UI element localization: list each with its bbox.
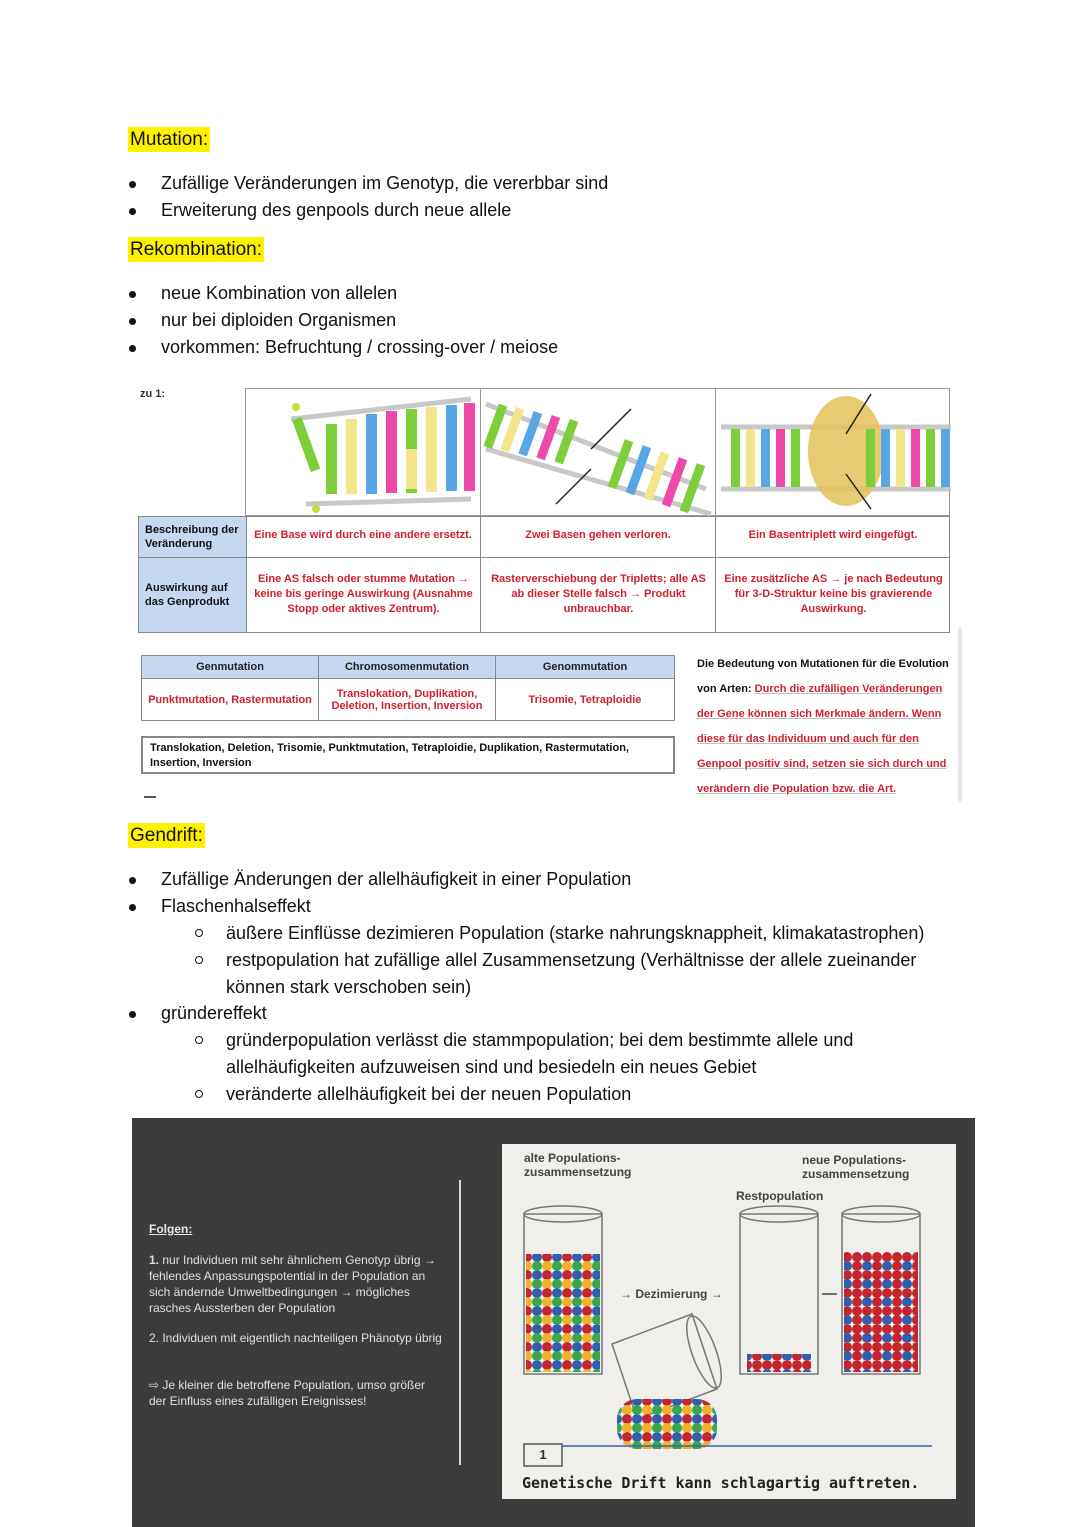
- sub-item: gründerpopulation verlässt die stammpopulation; bei dem bestimmte allele und allelhäufigkeiten aufzuweisen sind und besiedeln ein neues Gebiet: [128, 1027, 958, 1081]
- list-item: vorkommen: Befruchtung / crossing-over / meiose: [128, 334, 1028, 361]
- flaschenhals-sublist: [128, 920, 1028, 1001]
- row-label-effect: Auswirkung auf das Genprodukt: [145, 582, 230, 608]
- description-cell: Ein Basentriplett wird eingefügt.: [748, 529, 918, 541]
- gendrift-heading: Gendrift:: [130, 825, 203, 846]
- description-cell: Eine Base wird durch eine andere ersetzt.: [254, 529, 472, 541]
- dna-substitution-icon: [291, 399, 475, 513]
- folgen-point-2: 2. Individuen mit eigentlich nachteiligen Phänotyp übrig: [149, 1331, 442, 1345]
- type-header: Chromosomenmutation: [318, 655, 496, 679]
- rest-population-label: Restpopulation: [736, 1189, 824, 1203]
- evolution-note: [697, 652, 959, 802]
- sub-item: äußere Einflüsse dezimieren Population (starke nahrungsknappheit, klimakatastrophen): [128, 920, 1028, 947]
- cylinders-illustration: [502, 1144, 956, 1499]
- mutation-figure: [138, 378, 964, 804]
- dna-deletion-icon: [483, 404, 711, 514]
- dna-helix-illustration: [246, 389, 951, 517]
- list-item: nur bei diploiden Organismen: [128, 307, 1028, 334]
- list-item: neue Kombination von allelen: [128, 280, 1028, 307]
- folgen-point-1: 1. nur Individuen mit sehr ähnlichem Genotyp übrig → fehlendes Anpassungspotential in der Population an sich ändernde Umweltbedingungen → mögliches rasches Aussterben der Population: [149, 1253, 436, 1315]
- gruender-list: [128, 1000, 1008, 1027]
- list-item: gründereffekt: [128, 1000, 1008, 1027]
- type-value: Translokation, Duplikation, Deletion, Insertion, Inversion: [318, 678, 496, 721]
- sub-item: veränderte allelhäufigkeit bei der neuen Population: [128, 1081, 958, 1108]
- type-value: Trisomie, Tetraploidie: [495, 678, 675, 721]
- list-item: Zufällige Veränderungen im Genotyp, die vererbbar sind: [128, 170, 1028, 197]
- sub-item: restpopulation hat zufällige allel Zusammensetzung (Verhältnisse der allele zueinander können stark verschoben sein): [128, 947, 1028, 1001]
- evolution-prefix: von Arten:: [697, 683, 752, 695]
- new-population-cylinder: [842, 1206, 920, 1374]
- effect-cell: Eine AS falsch oder stumme Mutation → keine bis geringe Auswirkung (Ausnahme Stopp oder aktives Zentrum).: [254, 573, 473, 615]
- figure-caption: Genetische Drift kann schlagartig auftreten.: [522, 1474, 920, 1492]
- row-label-description: Beschreibung der Veränderung: [145, 524, 239, 550]
- dna-insertion-icon: [721, 394, 951, 509]
- evolution-text: Durch die zufälligen Veränderungen der Gene können sich Merkmale ändern. Wenn diese für das Individuum und auch für den Genpool positiv sind, setzen sie sich durch und verändern die Population bzw. die Art.: [697, 683, 947, 795]
- type-header: Genommutation: [495, 655, 675, 679]
- neu-population-label: neue Populations-zusammensetzung: [802, 1153, 910, 1181]
- mutation-heading: Mutation:: [130, 129, 209, 150]
- description-cell: Zwei Basen gehen verloren.: [525, 529, 671, 541]
- list-item: Erweiterung des genpools durch neue allele: [128, 197, 1028, 224]
- dezimierung-label: → Dezimierung →: [620, 1287, 723, 1301]
- type-value: Punktmutation, Rastermutation: [141, 678, 319, 721]
- gruender-sublist: [128, 1027, 958, 1108]
- gendrift-list: [128, 866, 1008, 920]
- type-header: Genmutation: [141, 655, 319, 679]
- dna-images: [245, 388, 950, 516]
- rekombination-list: [128, 280, 1028, 361]
- figure-number: 1: [539, 1447, 547, 1462]
- effect-cell: Rasterverschiebung der Tripletts; alle AS ab dieser Stelle falsch → Produkt unbrauchbar.: [491, 573, 706, 615]
- mutation-table: [138, 516, 950, 633]
- mutation-types-table: [141, 655, 675, 721]
- terms-box: Translokation, Deletion, Trisomie, Punktmutation, Tetraploidie, Duplikation, Rastermutation, Insertion, Inversion: [141, 736, 675, 774]
- spilled-cylinder: [612, 1312, 728, 1449]
- folgen-title: Folgen:: [149, 1222, 193, 1236]
- genetic-drift-figure: [132, 1118, 975, 1527]
- folgen-conclusion: ⇨ Je kleiner die betroffene Population, umso größer der Einfluss eines zufälligen Ereignisses!: [149, 1378, 425, 1408]
- list-item: Flaschenhalseffekt: [128, 893, 1008, 920]
- figure-label: zu 1:: [140, 388, 166, 400]
- divider: [459, 1180, 461, 1465]
- evolution-title: Die Bedeutung von Mutationen für die Evolution: [697, 658, 949, 670]
- mutation-list: [128, 170, 1028, 224]
- rest-population-cylinder: [740, 1206, 818, 1374]
- list-item: Zufällige Änderungen der allelhäufigkeit in einer Population: [128, 866, 1008, 893]
- rekombination-heading: Rekombination:: [130, 239, 263, 260]
- old-population-cylinder: [524, 1206, 602, 1374]
- alt-population-label: alte Populations-zusammensetzung: [524, 1151, 632, 1179]
- effect-cell: Eine zusätzliche AS → je nach Bedeutung für 3-D-Struktur keine bis gravierende Auswirkung.: [724, 573, 943, 615]
- drift-diagram: [502, 1144, 956, 1499]
